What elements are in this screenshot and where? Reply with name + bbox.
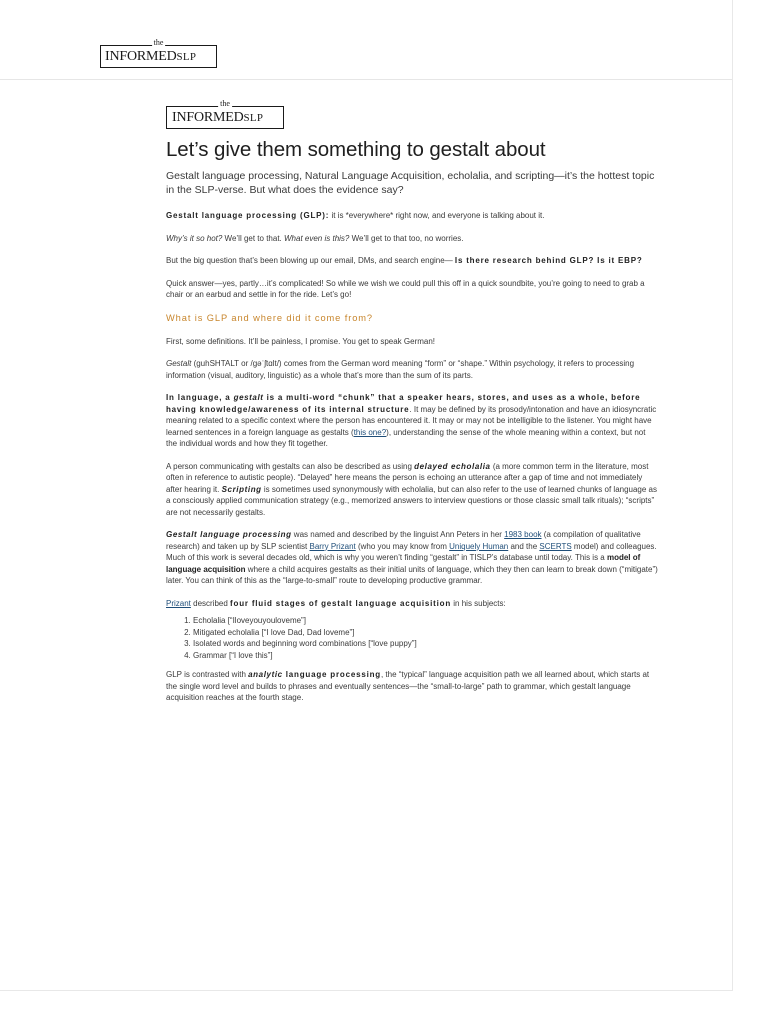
article-body [166,138,658,715]
site-header [0,0,732,80]
paragraph-analytic [166,669,658,704]
text: , the “typical” language acquisition path we all learned about, which starts at the single word level and builds to phrases and eventually sentences—the “small-to-large” path to grammar, which gestalt language acquisition reaches at the fourth stage. [166,670,650,703]
question-text: Why’s it so hot? [166,233,223,243]
paragraph-glp-definition [166,210,658,222]
text: GLP is contrasted with [166,670,249,680]
paragraph-questions [166,233,658,245]
text: But the big question that’s been blowing up our email, DMs, and search engine— [166,256,455,265]
link-scerts[interactable]: SCERTS [539,541,572,551]
text: We’ll get to that. [222,233,284,243]
section-heading: What is GLP and where did it come from? [166,312,373,323]
site-logo[interactable] [100,38,217,68]
link-this-one[interactable]: this one? [353,427,387,437]
list-item: 3. Isolated words and beginning word combinations [“love puppy”] [193,638,658,650]
text: (guhSHTALT or /ɡəˈʃtɑlt/) comes from the German word meaning “form” or “shape.” Within psychology, it refers to processing information (visual, auditory, linguistic) as a whole that’s more than the sum of its parts. [166,359,635,380]
article-intro: Gestalt language processing, Natural Language Acquisition, echolalia, and scripting—it’s the hottest topic in the SLP-verse. But what does the evidence say? [166,170,655,196]
text: ), understanding the sense of the whole meaning within a context, but not the individual words and how they fit together. [166,427,646,448]
logo-wordmark [172,110,263,126]
term-delayed-echolalia: delayed echolalia [414,461,491,471]
list-item: 4. Grammar [“I love this”] [193,650,658,662]
logo-the: the [220,99,230,108]
logo-main-text: INFORMED [105,49,177,64]
term-gestalt: gestalt [233,393,264,402]
list-item: 1. Echolalia [“Iloveyouyouloveme”] [193,615,658,627]
glp-label: Gestalt language processing (GLP): [166,211,330,220]
paragraph-quick-answer: Quick answer—yes, partly…it’s complicated! So while we wish we could pull this off in a quick soundbite, you’re going to need to grab a chair or an earbud and settle in for the ride. Let’s go! [166,278,645,299]
question-text: What even is this? [284,233,350,243]
paragraph-gestalt-word [166,358,658,381]
list-item: 2. Mitigated echolalia [“I love Dad, Dad loveme”] [193,627,658,639]
logo-main-text: INFORMED [172,110,244,125]
paragraph-gestalt-language [166,392,658,450]
bold-text: In language, a [166,393,234,402]
link-prizant[interactable]: Prizant [166,598,191,608]
logo-slp-text: SLP [243,112,264,124]
text: A person communicating with gestalts can also be described as using [166,461,415,471]
text: described [190,598,231,608]
term-scripting: Scripting [221,484,262,494]
text: (who you may know from [355,541,450,551]
stages-list [166,615,658,661]
text: it is *everywhere* right now, and everyone is talking about it. [329,211,545,220]
text: (a more common term in the literature, most often in reference to autistic people). “Delayed” here means the person is echoing an utterance after a gap of time and not immediately after hearing it. [166,461,649,494]
text: where a child acquires gestalts as their initial units of language, which they then can learn to break down (“mitigate”) later. You can think of this as the “large-to-small” route to developing productive grammar. [166,564,658,585]
logo-slp-text: SLP [176,51,197,63]
text: model) and colleagues. Much of this work is several decades old, which is why you weren’t finding “gestalt” in TISLP’s database until today. This is a [166,541,657,562]
paragraph-stages-intro [166,598,658,610]
text: is sometimes used synonymously with echolalia, but can also refer to the use of learned chunks of language as a consciously applied communication strategy (e.g., memorized answers to interview questions or those classic small talk rituals); “scripts” are not necessarily gestalts. [166,484,658,517]
logo-wordmark [105,49,196,65]
text: and the [508,541,540,551]
bold-text: four fluid stages of gestalt language acquisition [230,598,452,608]
link-barry-prizant[interactable]: Barry Prizant [309,541,356,551]
term-gestalt: Gestalt [166,359,192,368]
text: . It may be defined by its prosody/intonation and have an idiosyncratic meaning related to a specific context where the person has encountered it. It may or may not be intelligible to the listener. You might have learned sentences in a foreign language as gestalts ( [166,404,657,437]
logo-the: the [153,38,164,47]
article-title: Let’s give them something to gestalt about [166,138,546,161]
text: in his subjects: [451,598,506,608]
bold-text: model of language acquisition [166,553,641,574]
paragraph-echolalia [166,461,658,519]
paragraph-big-question [166,255,658,267]
article-logo [166,99,284,129]
term-analytic: analytic [248,670,283,680]
text: We’ll get to that too, no worries. [349,233,464,243]
bold-text: language processing [282,670,381,680]
ebp-question: Is there research behind GLP? Is it EBP? [454,256,643,265]
paragraph-definitions: First, some definitions. It’ll be painless, I promise. You get to speak German! [166,336,436,346]
link-uniquely-human[interactable]: Uniquely Human [449,541,509,551]
link-1983-book[interactable]: 1983 book [504,530,542,539]
bold-text: is a multi-word “chunk” that a speaker hears, stores, and uses as a whole, before having knowledge/awareness of its internal structure [166,393,641,414]
term-glp: Gestalt language processing [166,530,292,539]
text: (a compilation of qualitative research) and taken up by SLP scientist [166,530,641,551]
text: was named and described by the linguist Ann Peters in her [291,530,505,539]
paragraph-history [166,529,658,587]
